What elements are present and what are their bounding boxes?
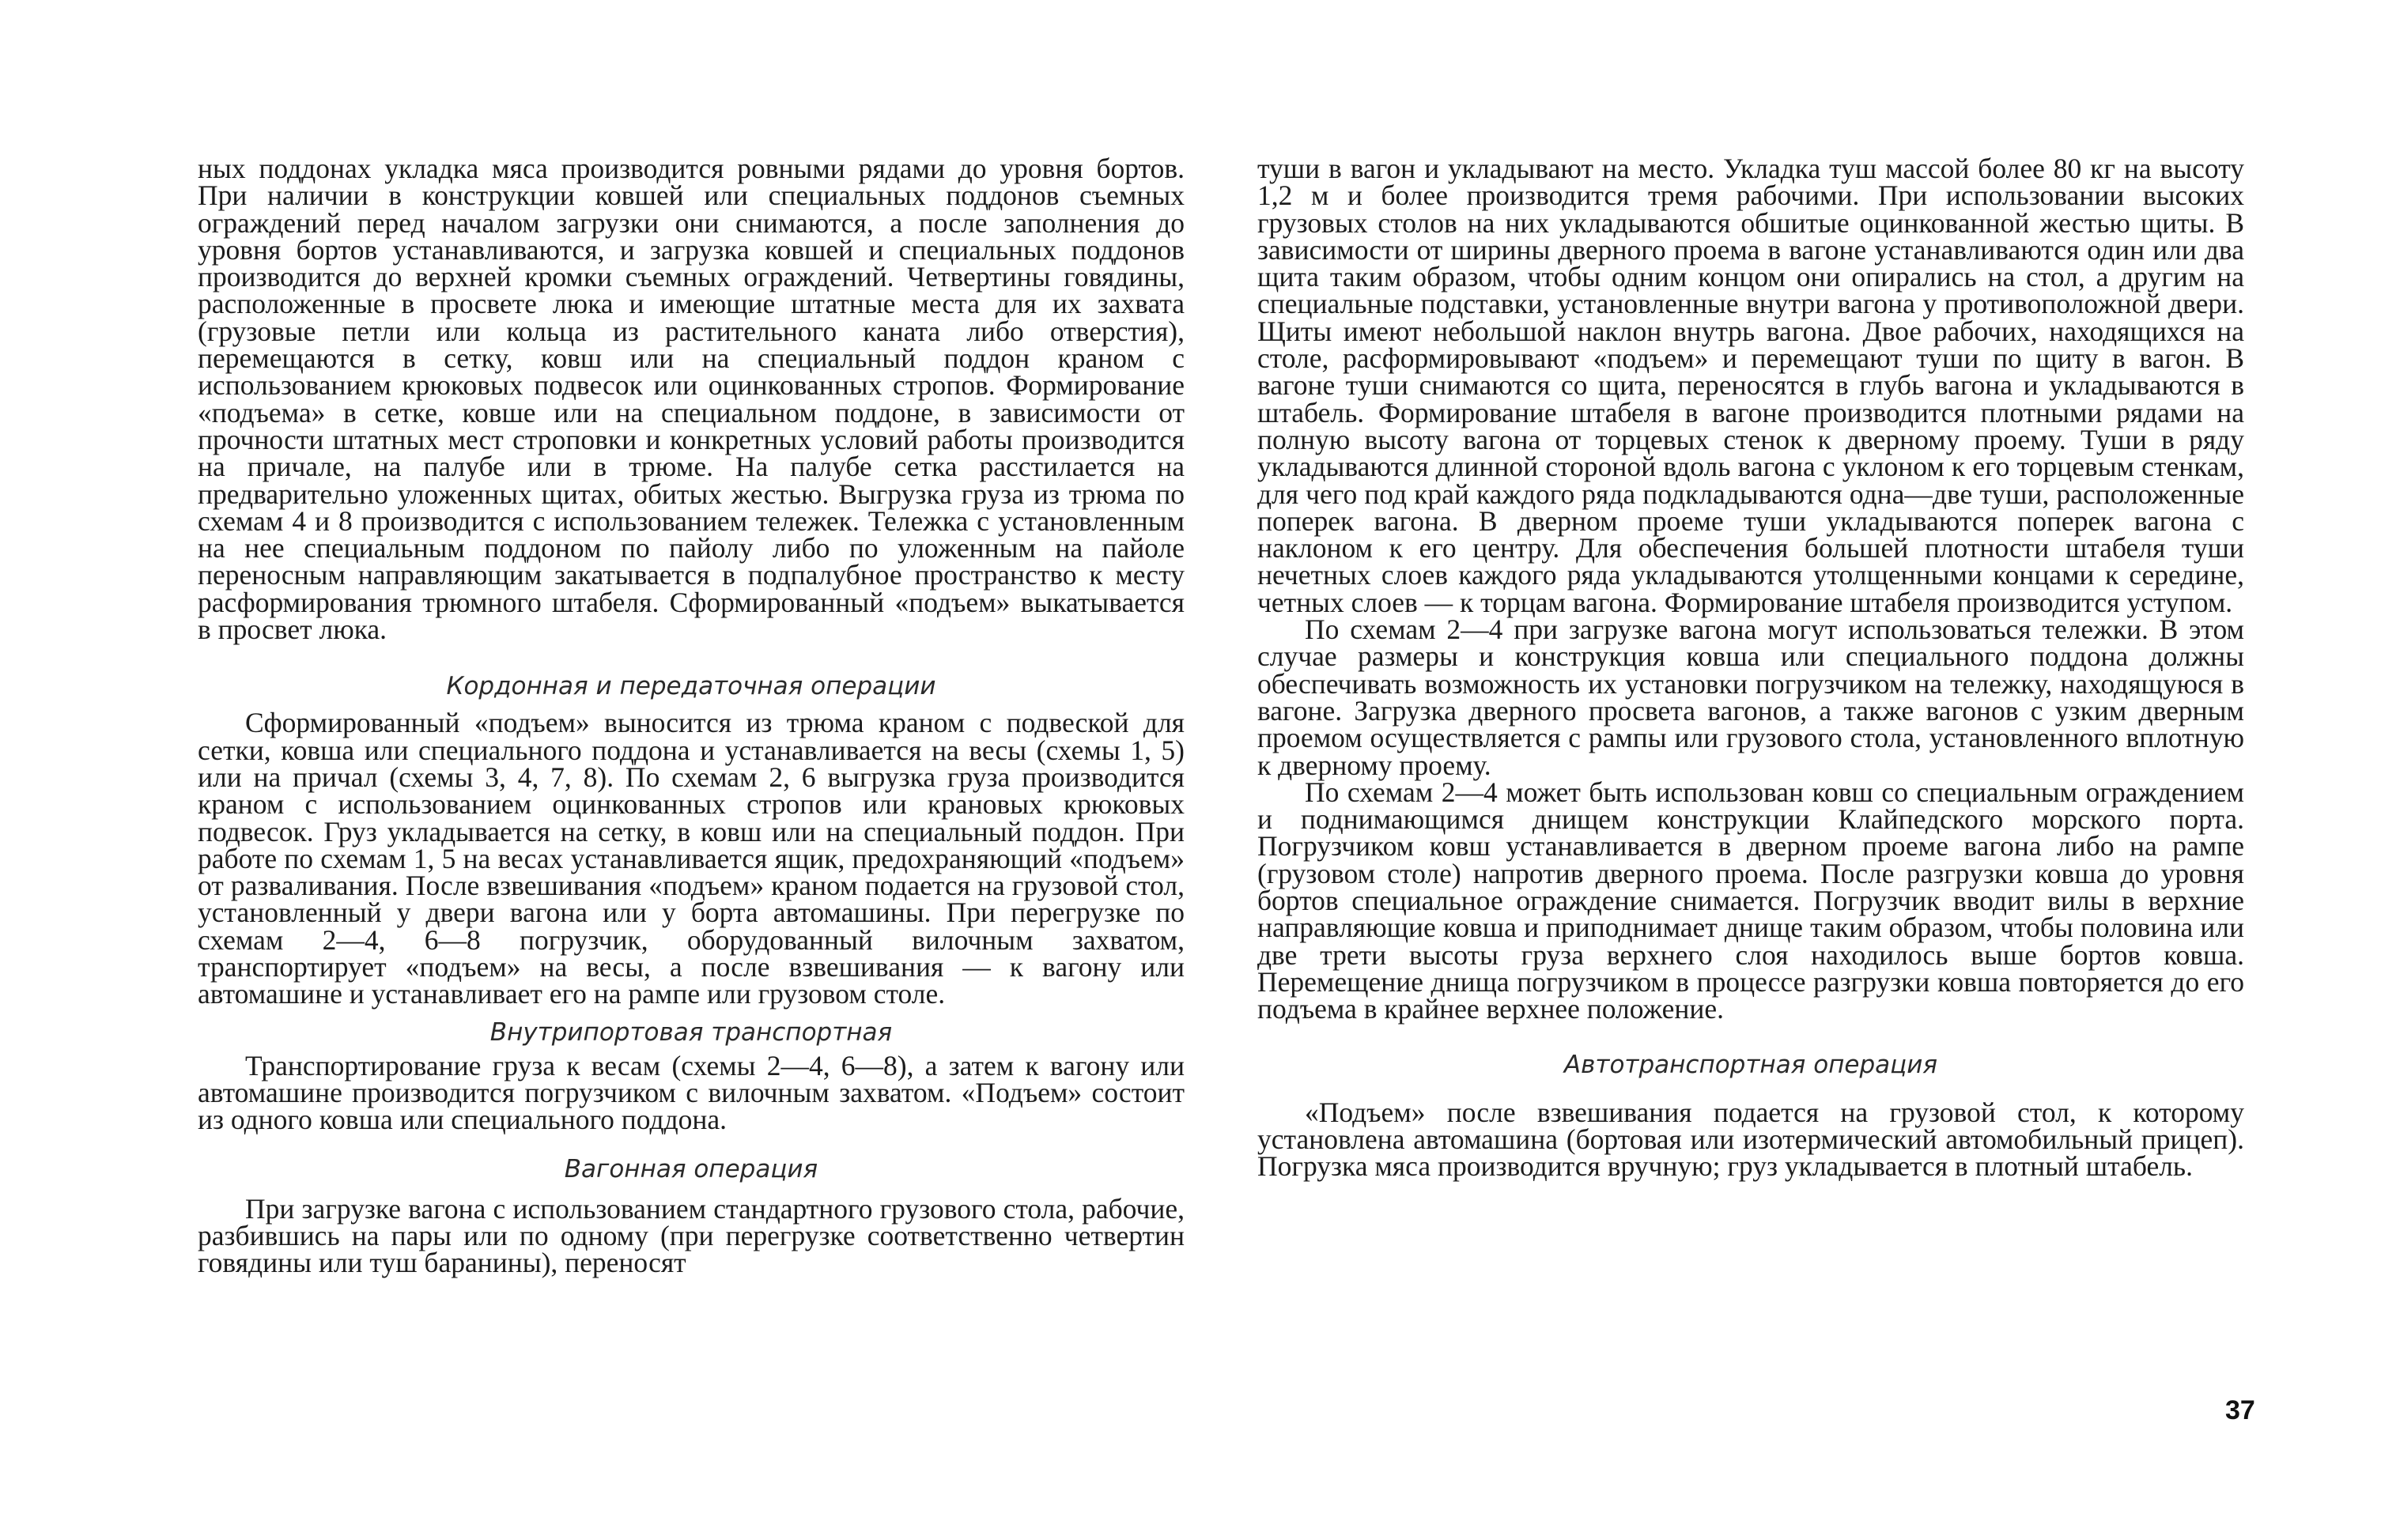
paragraph: По схемам 2—4 может быть использован ковш со специальным ограждением и поднимающимся днищем конструкции Клайпедского морского порта. Погрузчиком ковш устанавливается в дверном проеме вагона либо на рампе (грузовом столе) напротив дверного проема. После разгрузки ковша до уровня бортов специальное ограждение снимается. Погрузчик вводит вилы в верхние направляющие ковша и приподнимает днище таким образом, чтобы половина или две трети высоты груза верхнего слоя находилось выше бортов ковша. Перемещение днища погрузчиком в процессе разгрузки ковша повторяется до его подъема в крайнее верхнее положение.: [1257, 776, 2244, 1025]
paragraph: По схемам 2—4 при загрузке вагона могут использоваться тележки. В этом случае размеры и конструкция ковша или специального поддона должны обеспечивать возможность их установки погрузчиком на тележку, находящуюся в вагоне. Загрузка дверного просвета вагонов, а также вагонов с узким дверным проемом осуществляется с рампы или грузового стола, установленного вплотную к дверному проему.: [1257, 613, 2244, 781]
section-heading: Вагонная операция: [564, 1154, 818, 1183]
paragraph: туши в вагон и укладывают на место. Укладка туш массой более 80 кг на высоту 1,2 м и более производится тремя рабочими. При использовании высоких грузовых столов на них укладываются обшитые оцинкованной жестью щиты. В зависимости от ширины дверного проема в вагоне устанавливаются один или два щита таким образом, чтобы одним концом они опирались на стол, а другим на специальные подставки, установленные внутри вагона у противоположной двери. Щиты имеют небольшой наклон внутрь вагона. Двое рабочих, находящихся на столе, расформировывают «подъем» и перемещают туши по щиту в вагон. В вагоне туши снимаются со щита, переносятся в глубь вагона и укладываются в штабель. Формирование штабеля в вагоне производится плотными рядами на полную высоту вагона от торцевых стенок к дверному проему. Туши в ряду укладываются длинной стороной вдоль вагона с уклоном к его торцевым стенкам, для чего под край каждого ряда подкладываются одна—две туши, расположенные поперек вагона. В дверном проеме туши укладываются поперек вагона с наклоном к его центру. Для обеспечения большей плотности штабеля туши нечетных слоев каждого ряда укладываются утолщенными концами к середине, четных слоев — к торцам вагона. Формирование штабеля производится уступом.: [1257, 153, 2244, 618]
paragraph: «Подъем» после взвешивания подается на грузовой стол, к которому установлена автомашина (бортовая или изотермический автомобильный прицеп). Погрузка мяса производится вручную; груз укладывается в плотный штабель.: [1257, 1096, 2244, 1183]
left-column: [198, 153, 1185, 1279]
right-column: [1257, 153, 2244, 1183]
paragraph: Сформированный «подъем» выносится из трюма краном с подвеской для сетки, ковша или специального поддона и устанавливается на весы (схемы 1, 5) или на причал (схемы 3, 4, 7, 8). По схемам 2, 6 выгрузка груза производится краном с использованием оцинкованных стропов или крановых крюковых подвесок. Груз укладывается на сетку, в ковш или на специальный поддон. При работе по схемам 1, 5 на весах устанавливается ящик, предохраняющий «подъем» от разваливания. После взвешивания «подъем» краном подается на грузовой стол, установленный у двери вагона или у борта автомашины. При перегрузке по схемам 2—4, 6—8 погрузчик, оборудованный вилочным захватом, транспортирует «подъем» на весы, а после взвешивания — к вагону или автомашине и устанавливает его на рампе или грузовом столе.: [198, 707, 1185, 1010]
paragraph: При загрузке вагона с использованием стандартного грузового стола, рабочие, разбившись на пары или по одному (при перегрузке соответственно четвертин говядины или туш баранины), переносят: [198, 1192, 1185, 1279]
page-number: 37: [2225, 1395, 2255, 1425]
section-heading: Внутрипортовая транспортная: [489, 1017, 893, 1047]
paragraph: ных поддонах укладка мяса производится ровными рядами до уровня бортов. При наличии в конструкции ковшей или специальных поддонов съемных ограждений перед началом загрузки они снимаются, а после заполнения до уровня бортов устанавливаются, и загрузка ковшей и специальных поддонов производится до верхней кромки съемных ограждений. Четвертины говядины, расположенные в просвете люка и имеющие штатные места для их захвата (грузовые петли или кольца из растительного каната либо отверстия), перемещаются в сетку, ковш или на специальный поддон краном с использованием крюковых подвесок или оцинкованных стропов. Формирование «подъема» в сетке, ковше или на специальном поддоне, в зависимости от прочности штатных мест строповки и конкретных условий работы производится на причале, на палубе или в трюме. На палубе сетка расстилается на предварительно уложенных щитах, обитых жестью. Выгрузка груза из трюма по схемам 4 и 8 производится с использованием тележек. Тележка с установленным на нее специальным поддоном по пайолу либо по уложенным на пайоле переносным направляющим закатывается в подпалубное пространство к месту расформирования трюмного штабеля. Сформированный «подъем» выкатывается в просвет люка.: [198, 153, 1185, 646]
section-heading: Кордонная и передаточная операции: [446, 672, 936, 701]
section-heading: Автотранспортная операция: [1563, 1050, 1938, 1079]
paragraph: Транспортирование груза к весам (схемы 2—4, 6—8), а затем к вагону или автомашине производится погрузчиком с вилочным захватом. «Подъем» состоит из одного ковша или специального поддона.: [198, 1049, 1185, 1136]
